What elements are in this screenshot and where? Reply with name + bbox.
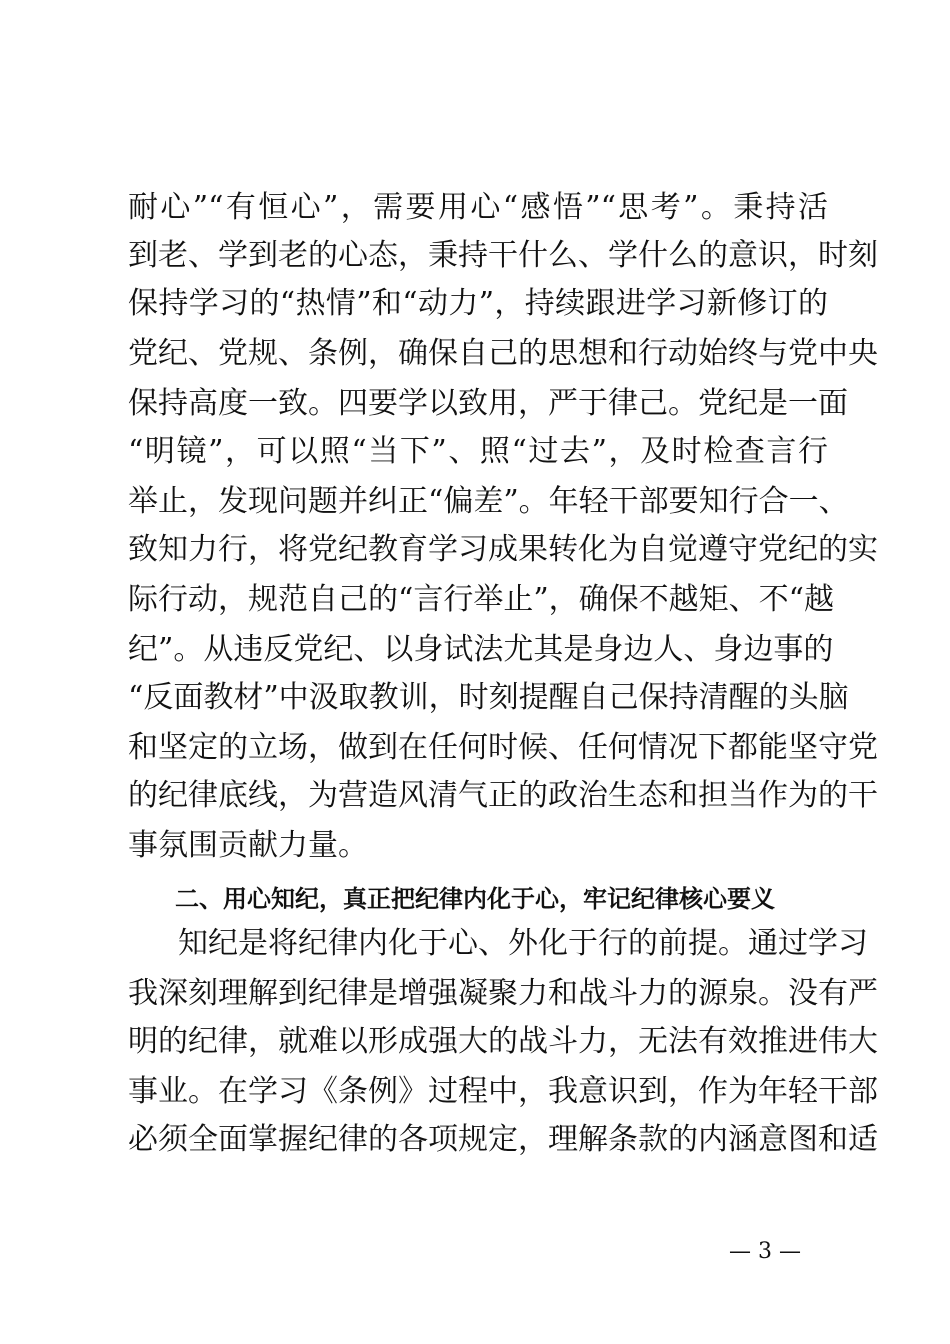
body-line: 党纪、党规、条例，确保自己的思想和行动始终与党中央: [128, 336, 878, 371]
section-heading: 二、用心知纪，真正把纪律内化于心，牢记纪律核心要义: [175, 885, 775, 913]
body-line: 和坚定的立场，做到在任何时候、任何情况下都能坚守党: [128, 730, 878, 765]
body-line: 纪”。从违反党纪、以身试法尤其是身边人、身边事的: [128, 632, 834, 667]
body-line: 知纪是将纪律内化于心、外化于行的前提。通过学习: [178, 926, 868, 961]
body-line: 我深刻理解到纪律是增强凝聚力和战斗力的源泉。没有严: [128, 976, 878, 1011]
body-line: 致知力行，将党纪教育学习成果转化为自觉遵守党纪的实: [128, 532, 878, 567]
body-line: “反面教材”中汲取教训，时刻提醒自己保持清醒的头脑: [128, 680, 849, 715]
body-line: 明的纪律，就难以形成强大的战斗力，无法有效推进伟大: [128, 1024, 878, 1059]
body-line: 保持高度一致。四要学以致用，严于律己。党纪是一面: [128, 386, 848, 421]
body-line: 到老、学到老的心态，秉持干什么、学什么的意识，时刻: [128, 238, 878, 273]
body-line: “明镜”，可以照“当下”、照“过去”，及时检查言行: [128, 434, 828, 469]
body-line: 必须全面掌握纪律的各项规定，理解条款的内涵意图和适: [128, 1122, 878, 1157]
body-line: 事氛围贡献力量。: [128, 828, 368, 863]
body-line: 耐心”“有恒心”，需要用心“感悟”“思考”。秉持活: [128, 190, 828, 225]
body-line: 保持学习的“热情”和“动力”，持续跟进学习新修订的: [128, 286, 828, 321]
body-line: 举止，发现问题并纠正“偏差”。年轻干部要知行合一、: [128, 484, 849, 519]
body-line: 的纪律底线，为营造风清气正的政治生态和担当作为的干: [128, 778, 878, 813]
page-number: — 3 —: [729, 1239, 801, 1264]
body-line: 事业。在学习《条例》过程中，我意识到，作为年轻干部: [128, 1074, 878, 1109]
body-line: 际行动，规范自己的“言行举止”，确保不越矩、不“越: [128, 582, 835, 617]
